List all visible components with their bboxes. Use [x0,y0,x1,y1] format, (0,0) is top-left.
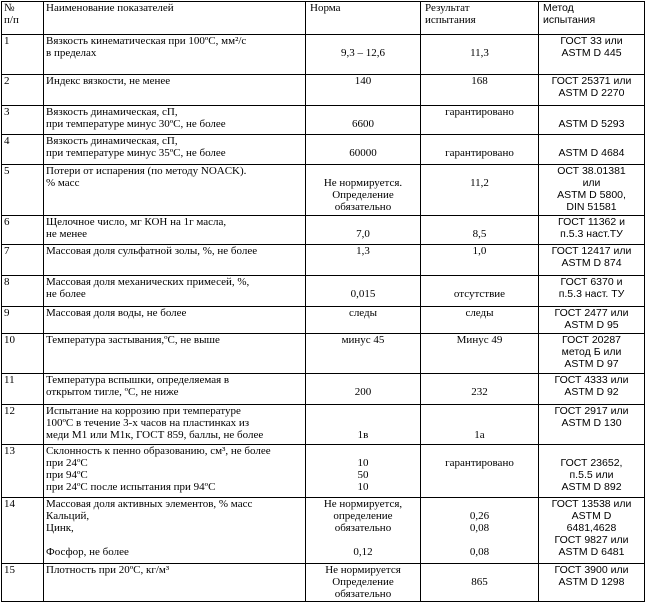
cell-name: Щелочное число, мг КОН на 1г масла, не менее [44,216,306,245]
table-row [2,307,645,334]
cell-num: 3 [2,106,44,135]
cell-num: 1 [2,35,44,75]
cell-num: 4 [2,135,44,165]
cell-norm: 1в [306,405,421,445]
table-row [2,245,645,276]
cell-result: 11,2 [421,165,539,216]
cell-method: ГОСТ 12417 или ASTM D 874 [539,245,645,276]
table-row [2,445,645,498]
cell-name: Температура вспышки, определяемая в открытом тигле, ºС, не ниже [44,374,306,405]
table-row [2,165,645,216]
cell-method: ГОСТ 2477 или ASTM D 95 [539,307,645,334]
table-row [2,276,645,307]
cell-name: Индекс вязкости, не менее [44,75,306,106]
cell-norm: следы [306,307,421,334]
cell-name: Плотность при 20ºС, кг/м³ [44,564,306,602]
cell-norm: 10 50 10 [306,445,421,498]
cell-norm: Не нормируется Определение обязательно [306,564,421,602]
cell-name: Испытание на коррозию при температуре 100ºС в течение 3-х часов на пластинках из меди М1 или М1к, ГОСТ 859, баллы, не более [44,405,306,445]
cell-name: Массовая доля активных элементов, % масс Кальций, Цинк, Фосфор, не более [44,498,306,564]
cell-result: Минус 49 [421,334,539,374]
spec-table [1,1,645,602]
cell-name: Потери от испарения (по методу NOACK). % масс [44,165,306,216]
table-row [2,405,645,445]
cell-result: гарантировано [421,106,539,135]
header-name: Наименование показателей [44,2,306,35]
cell-norm: 7,0 [306,216,421,245]
cell-result: гарантировано [421,445,539,498]
cell-name: Массовая доля механических примесей, %, не более [44,276,306,307]
cell-method: ОСТ 38.01381 или ASTM D 5800, DIN 51581 [539,165,645,216]
cell-result: 232 [421,374,539,405]
table-row [2,498,645,564]
cell-result: 1,0 [421,245,539,276]
cell-norm: 6600 [306,106,421,135]
cell-name: Вязкость динамическая, сП, при температуре минус 30ºС, не более [44,106,306,135]
table-row [2,35,645,75]
cell-method: ГОСТ 6370 и п.5.3 наст. ТУ [539,276,645,307]
cell-num: 12 [2,405,44,445]
cell-name: Температура застывания,ºС, не выше [44,334,306,374]
cell-norm: 140 [306,75,421,106]
cell-method: ASTM D 4684 [539,135,645,165]
cell-norm: минус 45 [306,334,421,374]
cell-num: 6 [2,216,44,245]
cell-num: 13 [2,445,44,498]
cell-method: ГОСТ 11362 и п.5.3 наст.ТУ [539,216,645,245]
cell-result: 11,3 [421,35,539,75]
table-row [2,216,645,245]
cell-result: следы [421,307,539,334]
cell-method: ГОСТ 13538 или ASTM D 6481,4628 ГОСТ 9827 или ASTM D 6481 [539,498,645,564]
header-method: Метод испытания [539,2,645,35]
cell-norm: Не нормируется. Определение обязательно [306,165,421,216]
header-row [2,2,645,35]
cell-num: 10 [2,334,44,374]
cell-result: 168 [421,75,539,106]
cell-norm: 1,3 [306,245,421,276]
cell-method: ГОСТ 23652, п.5.5 или ASTM D 892 [539,445,645,498]
cell-result: 1а [421,405,539,445]
cell-num: 9 [2,307,44,334]
cell-method: ГОСТ 2917 или ASTM D 130 [539,405,645,445]
cell-method: ГОСТ 33 или ASTM D 445 [539,35,645,75]
cell-norm: 200 [306,374,421,405]
cell-result: 8,5 [421,216,539,245]
cell-method: ГОСТ 4333 или ASTM D 92 [539,374,645,405]
cell-name: Склонность к пенно образованию, см³, не более при 24ºС при 94ºС при 24ºС после испытания при 94ºС [44,445,306,498]
table-row [2,135,645,165]
cell-num: 14 [2,498,44,564]
cell-result: 0,26 0,08 0,08 [421,498,539,564]
table-row [2,75,645,106]
cell-method: ГОСТ 3900 или ASTM D 1298 [539,564,645,602]
cell-num: 15 [2,564,44,602]
header-norm: Норма [306,2,421,35]
cell-result: гарантировано [421,135,539,165]
cell-num: 2 [2,75,44,106]
cell-num: 8 [2,276,44,307]
cell-norm: Не нормируется, определение обязательно 0,12 [306,498,421,564]
cell-num: 5 [2,165,44,216]
cell-result: 865 [421,564,539,602]
table-row [2,564,645,602]
cell-num: 11 [2,374,44,405]
cell-method: ГОСТ 25371 или ASTM D 2270 [539,75,645,106]
table-row [2,374,645,405]
table-row [2,334,645,374]
cell-name: Вязкость динамическая, сП, при температуре минус 35ºС, не более [44,135,306,165]
cell-num: 7 [2,245,44,276]
cell-name: Вязкость кинематическая при 100ºС, мм²/с в пределах [44,35,306,75]
cell-norm: 9,3 – 12,6 [306,35,421,75]
cell-method: ГОСТ 20287 метод Б или ASTM D 97 [539,334,645,374]
cell-name: Массовая доля сульфатной золы, %, не более [44,245,306,276]
cell-norm: 60000 [306,135,421,165]
cell-name: Массовая доля воды, не более [44,307,306,334]
header-num: № п/п [2,2,44,35]
cell-norm: 0,015 [306,276,421,307]
header-result: Результат испытания [421,2,539,35]
cell-result: отсутствие [421,276,539,307]
cell-method: ASTM D 5293 [539,106,645,135]
table-row [2,106,645,135]
